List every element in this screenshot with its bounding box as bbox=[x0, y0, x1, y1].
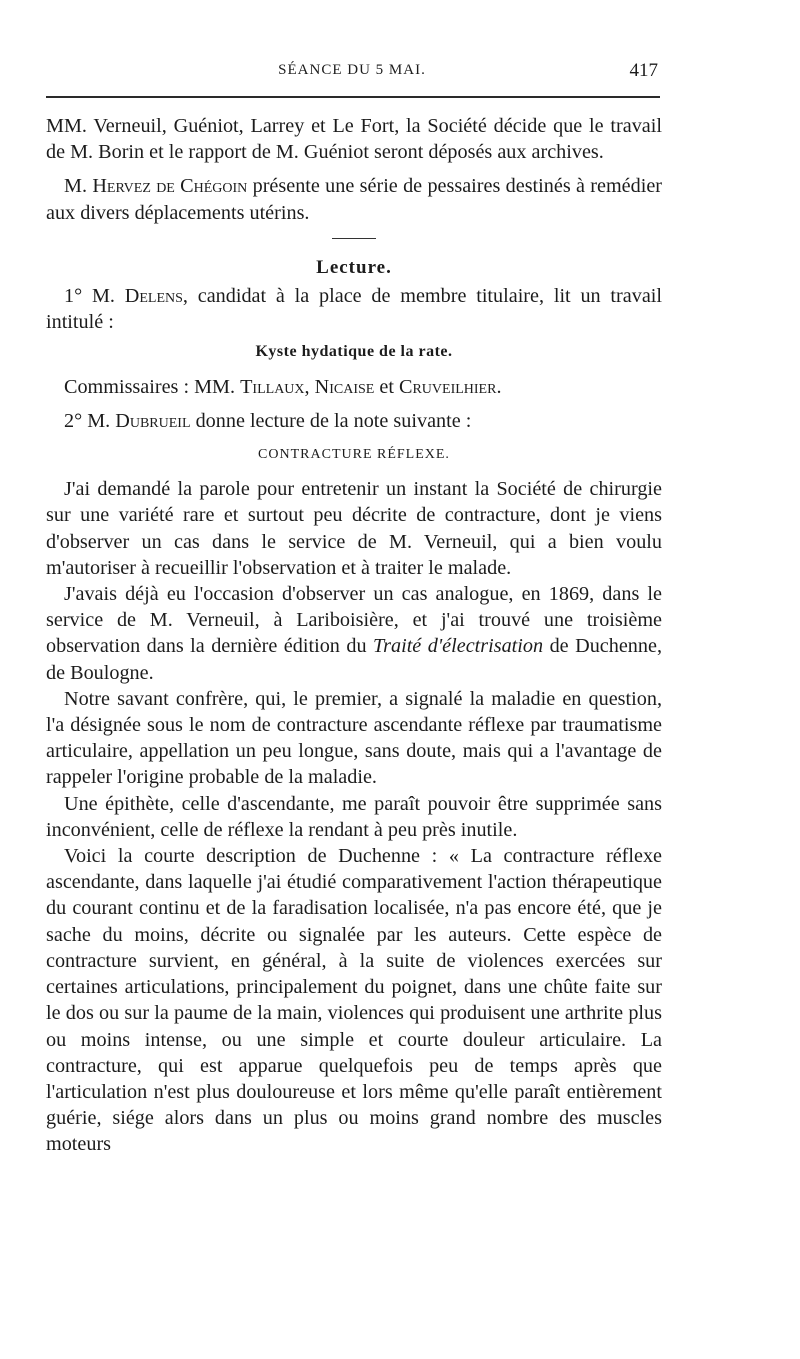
paragraph: Notre savant confrère, qui, le premier, a signalé la maladie en question, l'a désignée sous le nom de contracture ascendante réflexe par traumatisme articulaire, appellation un peu longue, sans doute, mais qui a l'avantage de rappeler l'origine probable de la maladie. bbox=[46, 687, 662, 789]
paragraph-commissaires bbox=[46, 374, 662, 400]
person-name: M. Hervez de Chégoin bbox=[64, 175, 248, 198]
paragraph-text: de Duchenne, de Boulogne. bbox=[46, 635, 662, 684]
separator: et bbox=[374, 375, 399, 398]
paragraph: J'ai demandé la parole pour entretenir un instant la Société de chirurgie sur une variété rare et surtout peu décrite de contracture, dont je viens d'observer un cas dans le service de M. Verneuil, qui a bien voulu m'autoriser à recueillir l'observation et à traiter le malade. bbox=[46, 478, 662, 579]
section-divider bbox=[332, 238, 376, 239]
paragraph-text: donne lecture de la note suivante : bbox=[190, 409, 472, 432]
section-heading: Lecture. bbox=[316, 256, 392, 278]
work-title: Kyste hydatique de la rate. bbox=[255, 343, 453, 361]
person-name: Delens bbox=[124, 285, 183, 308]
commissaire-name: Nicaise bbox=[314, 375, 375, 398]
commissaire-name: Cruveilhier bbox=[399, 375, 497, 398]
spacer bbox=[46, 400, 662, 408]
person-name: Dubrueil bbox=[115, 409, 191, 432]
page-number: 417 bbox=[629, 60, 658, 81]
spacer bbox=[46, 165, 662, 173]
commissaire-name: Tillaux bbox=[240, 375, 305, 398]
paragraph-text: J'avais déjà eu l'occasion d'observer un cas analogue, en 1869, dans le service de M. Verneuil, à Lariboisière, et j'ai trouvé une troisième observation dans la dernière édition du bbox=[46, 583, 662, 658]
paragraph: Voici la courte description de Duchenne : « La contracture réflexe ascendante, dans laquelle j'ai étudié comparativement l'action thérapeutique du courant continu et de la faradisation localisée, n'a pas encore été, que je sache du moins, décrite ou signalée par les auteurs. Cette espèce de contracture survient, en général, à la suite de violences exercées sur certaines articulations, principalement du poignet, dans une chûte faite sur le dos ou sur la paume de la main, violences qui produisent une arthrite plus ou moins intense, ou une simple et courte douleur articulaire. La contracture, qui est apparue quelquefois peu de temps après que l'articulation n'est plus douloureuse et lors même qu'elle paraît entièrement guérie, siége alors dans un plus ou moins grand nombre des muscles moteurs bbox=[46, 845, 662, 1156]
paragraph-dubrueil bbox=[46, 408, 662, 434]
note-title: CONTRACTURE RÉFLEXE. bbox=[258, 447, 450, 463]
paragraph-pessaires bbox=[46, 173, 662, 225]
paragraph-text: présente une série de pessaires destinés à remédier aux divers déplacements utérins. bbox=[46, 175, 662, 224]
header-rule bbox=[46, 96, 660, 98]
commissaires-label: Commissaires : MM. bbox=[64, 375, 241, 398]
list-prefix: 1° M. bbox=[64, 285, 125, 308]
paragraph-text: , candidat à la place de membre titulaire, lit un travail intitulé : bbox=[46, 285, 662, 334]
running-title: SÉANCE DU 5 MAI. bbox=[278, 62, 426, 78]
body-text bbox=[46, 113, 662, 1158]
paragraph: Une épithète, celle d'ascendante, me paraît pouvoir être supprimée sans inconvénient, celle de réflexe la rendant à peu près inutile. bbox=[46, 792, 662, 841]
list-prefix: 2° M. bbox=[64, 409, 116, 432]
paragraph-decision: MM. Verneuil, Guéniot, Larrey et Le Fort, la Société décide que le travail de M. Borin et le rapport de M. Guéniot seront déposés aux archives. bbox=[46, 115, 662, 164]
separator: , bbox=[304, 375, 315, 398]
paragraph-delens bbox=[46, 283, 662, 335]
book-title: Traité d'électrisation bbox=[373, 635, 544, 658]
page-header bbox=[46, 62, 658, 86]
paragraph bbox=[46, 581, 662, 686]
separator: . bbox=[496, 375, 502, 398]
